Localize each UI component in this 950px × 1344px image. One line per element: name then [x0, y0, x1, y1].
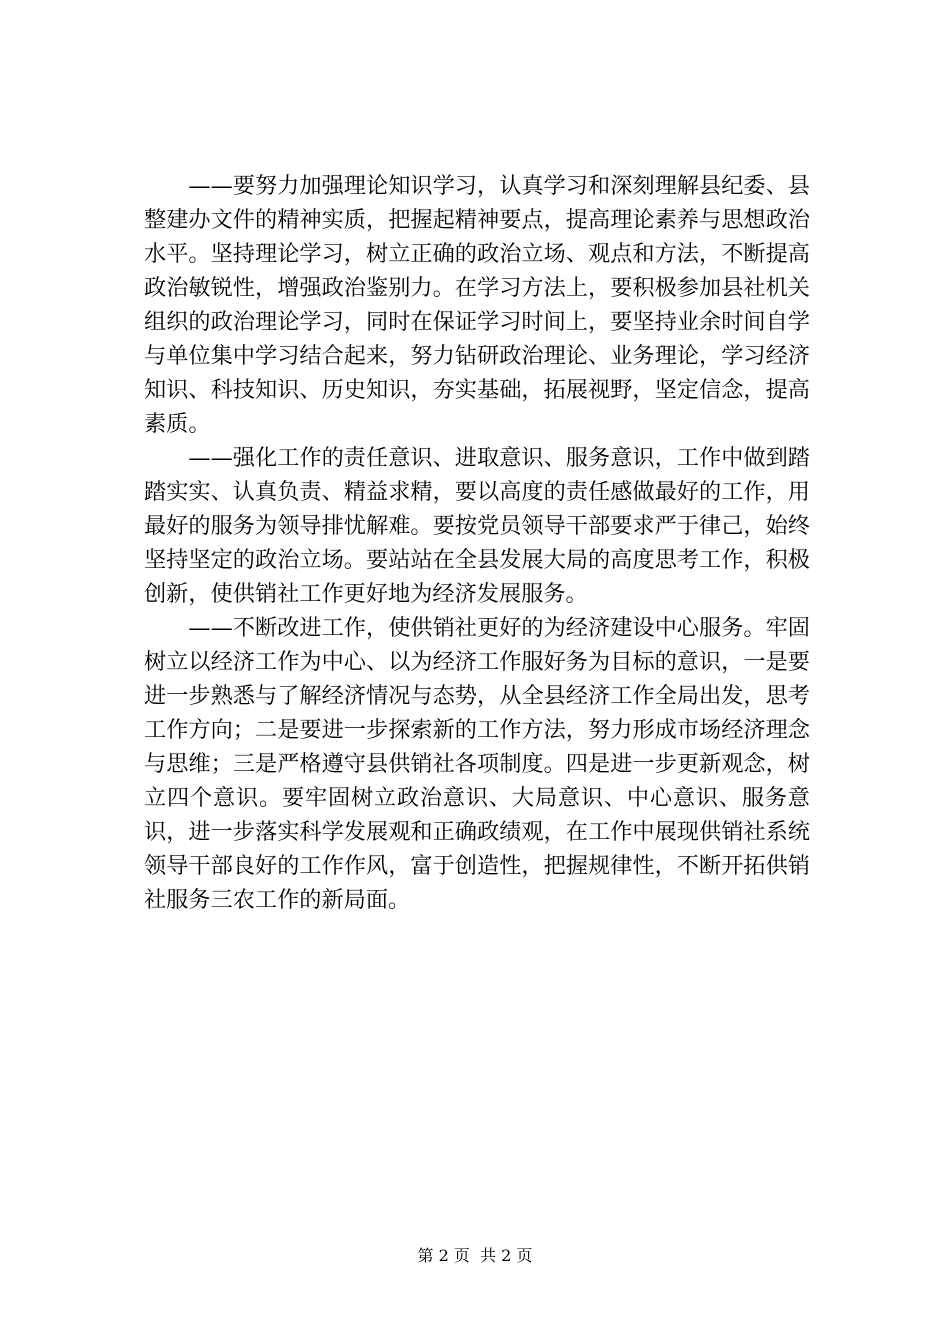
- paragraph-improve-work: ——不断改进工作，使供销社更好的为经济建设中心服务。牢固树立以经济工作为中心、以为经济工作服好务为目标的意识，一是要进一步熟悉与了解经济情况与态势，从全县经济工作全局出发，思考工作方向；二是要进一步探索新的工作方法，努力形成市场经济理念与思维；三是严格遵守县供销社各项制度。四是进一步更新观念，树立四个意识。要牢固树立政治意识、大局意识、中心意识、服务意识，进一步落实科学发展观和正确政绩观，在工作中展现供销社系统领导干部良好的工作作风，富于创造性，把握规律性，不断开拓供销社服务三农工作的新局面。: [144, 615, 810, 913]
- page-number-footer: 第 2 页 共 2 页: [417, 1246, 533, 1265]
- paragraph-theory-study: ——要努力加强理论知识学习，认真学习和深刻理解县纪委、县整建办文件的精神实质，把握起精神要点，提高理论素养与思想政治水平。坚持理论学习，树立正确的政治立场、观点和方法，不断提高政治敏锐性，增强政治鉴别力。在学习方法上，要积极参加县社机关组织的政治理论学习，同时在保证学习时间上，要坚持业余时间自学与单位集中学习结合起来，努力钻研政治理论、业务理论，学习经济知识、科技知识、历史知识，夯实基础，拓展视野，坚定信念，提高素质。: [144, 173, 810, 437]
- document-body: [144, 169, 810, 917]
- paragraph-responsibility: ——强化工作的责任意识、进取意识、服务意识，工作中做到踏踏实实、认真负责、精益求精，要以高度的责任感做最好的工作，用最好的服务为领导排忧解难。要按党员领导干部要求严于律己，始终坚持坚定的政治立场。要站站在全县发展大局的高度思考工作，积极创新，使供销社工作更好地为经济发展服务。: [144, 445, 810, 607]
